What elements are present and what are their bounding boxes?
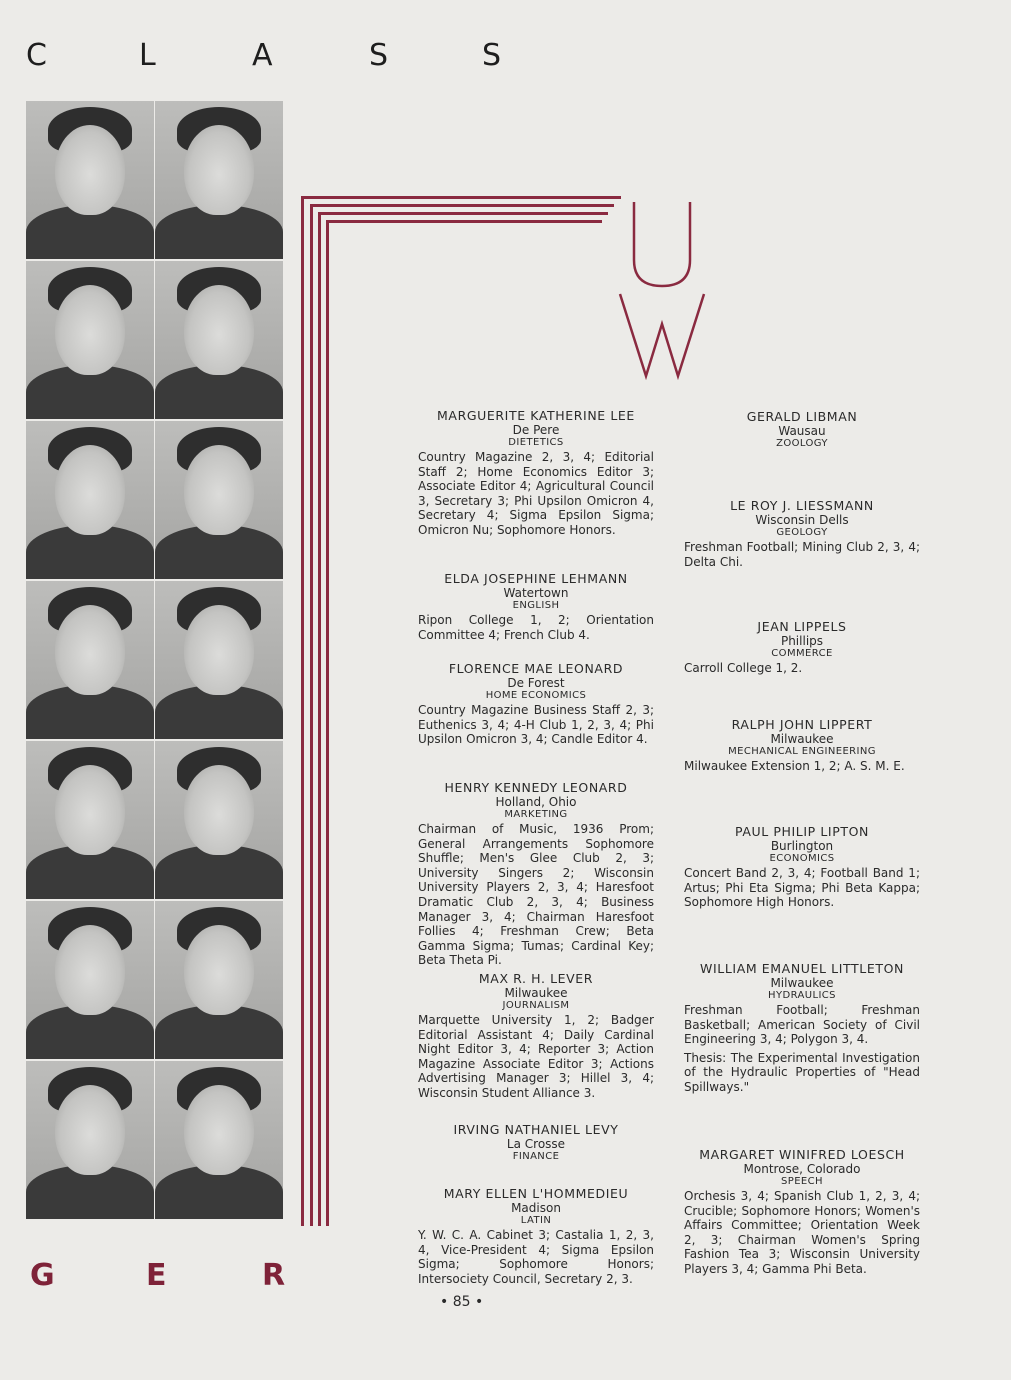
student-name: GERALD LIBMAN: [746, 409, 858, 424]
student-thesis: Thesis: The Experimental Investigation of the Hydraulic Properties of "Head Spillways.": [684, 1050, 920, 1094]
portrait-photo: [155, 421, 283, 579]
header-letter: C: [26, 38, 47, 73]
frame-line: [310, 204, 614, 207]
student-name: RALPH JOHN LIPPERT: [731, 717, 873, 732]
student-entry: [684, 409, 920, 450]
frame-line: [301, 196, 621, 199]
portrait-photo: [26, 421, 154, 579]
student-entry: [684, 498, 920, 569]
portrait-photo: [155, 261, 283, 419]
student-major: HOME ECONOMICS: [485, 690, 587, 701]
student-major: DIETETICS: [508, 437, 564, 448]
student-major: ECONOMICS: [769, 853, 835, 864]
student-entry: [684, 824, 920, 910]
student-entry: [418, 571, 654, 642]
student-name: MARGARET WINIFRED LOESCH: [699, 1147, 905, 1162]
portrait-photo: [155, 1061, 283, 1219]
student-entry: [418, 780, 654, 968]
student-hometown: De Forest: [507, 676, 565, 690]
header-letter: S: [482, 38, 502, 73]
header-letter: S: [369, 38, 389, 73]
student-hometown: Holland, Ohio: [495, 795, 577, 809]
student-entry: [684, 619, 920, 676]
student-activities: Freshman Football; Mining Club 2, 3, 4; Delta Chi.: [684, 540, 920, 569]
student-major: ZOOLOGY: [776, 438, 828, 449]
student-entry: [418, 971, 654, 1101]
frame-line: [326, 220, 602, 223]
footer-letter: E: [146, 1258, 167, 1293]
student-hometown: Wisconsin Dells: [755, 513, 849, 527]
student-name: LE ROY J. LIESSMANN: [730, 498, 874, 513]
student-activities: Concert Band 2, 3, 4; Football Band 1; Artus; Phi Eta Sigma; Phi Beta Kappa; Sophomore High Honors.: [684, 866, 920, 910]
student-hometown: Montrose, Colorado: [743, 1162, 861, 1176]
portrait-photo: [155, 101, 283, 259]
student-major: COMMERCE: [771, 648, 833, 659]
student-major: LATIN: [520, 1215, 552, 1226]
portrait-photo: [26, 261, 154, 419]
student-name: MAX R. H. LEVER: [478, 971, 594, 986]
student-hometown: De Pere: [512, 423, 560, 437]
portrait-photo: [26, 1061, 154, 1219]
portrait-photo: [26, 741, 154, 899]
page-number: • 85 •: [440, 1294, 484, 1310]
student-major: GEOLOGY: [776, 527, 828, 538]
student-name: JEAN LIPPELS: [757, 619, 847, 634]
student-name: HENRY KENNEDY LEONARD: [444, 780, 628, 795]
student-major: SPEECH: [781, 1176, 823, 1187]
portrait-photo: [155, 741, 283, 899]
student-entry: [684, 1147, 920, 1277]
student-entry: [418, 408, 654, 538]
student-entry: [418, 1186, 654, 1286]
student-hometown: Phillips: [780, 634, 824, 648]
frame-line: [326, 220, 329, 1226]
frame-line: [310, 204, 313, 1226]
student-entry: [684, 961, 920, 1095]
portrait-photo: [26, 581, 154, 739]
student-name: WILLIAM EMANUEL LITTLETON: [700, 961, 904, 976]
student-major: JOURNALISM: [502, 1000, 570, 1011]
footer-letter: G: [30, 1258, 55, 1293]
student-major: ENGLISH: [512, 600, 560, 611]
portrait-photo: [155, 581, 283, 739]
student-hometown: Wausau: [778, 424, 826, 438]
uw-monogram: [612, 198, 712, 380]
portrait-photo: [26, 901, 154, 1059]
student-major: MARKETING: [504, 809, 568, 820]
frame-line: [318, 212, 321, 1226]
student-name: ELDA JOSEPHINE LEHMANN: [444, 571, 628, 586]
student-name: MARY ELLEN L'HOMMEDIEU: [443, 1186, 629, 1201]
student-hometown: Madison: [511, 1201, 561, 1215]
student-entry: [418, 661, 654, 747]
student-hometown: Milwaukee: [770, 976, 834, 990]
student-hometown: La Crosse: [506, 1137, 566, 1151]
student-entry: [684, 717, 920, 774]
student-activities: Orchesis 3, 4; Spanish Club 1, 2, 3, 4; Crucible; Sophomore Honors; Women's Affairs Committee; Orientation Week 2, 3; Chairman Women's Spring Fashion Tea 3; Wisconsin University Players 3, 4; Gamma Phi Beta.: [684, 1189, 920, 1276]
student-name: PAUL PHILIP LIPTON: [735, 824, 869, 839]
student-name: FLORENCE MAE LEONARD: [448, 661, 624, 676]
student-hometown: Milwaukee: [504, 986, 568, 1000]
portrait-photo: [155, 901, 283, 1059]
student-activities: Carroll College 1, 2.: [684, 661, 803, 675]
student-major: HYDRAULICS: [768, 990, 836, 1001]
student-hometown: Milwaukee: [770, 732, 834, 746]
student-activities: Country Magazine 2, 3, 4; Editorial Staff 2; Home Economics Editor 3; Associate Editor 4; Agricultural Council 3, Secretary 3; Phi Upsilon Omicron 4, Secretary 4; Sigma Epsilon Sigma; Omicron Nu; Sophomore Honors.: [418, 450, 654, 537]
header-letter: A: [252, 38, 273, 73]
portrait-grid: [26, 101, 283, 1223]
student-entry: [418, 1122, 654, 1163]
student-activities: Chairman of Music, 1936 Prom; General Arrangements Sophomore Shuffle; Men's Glee Club 2, 3; University Singers 2; Wisconsin University Players 2, 3, 4; Haresfoot Dramatic Club 2, 3, 4; Business Manager 3, 4; Chairman Haresfoot Follies 4; Freshman Crew; Beta Gamma Sigma; Tumas; Cardinal Key; Beta Theta Pi.: [418, 822, 654, 968]
student-activities: Milwaukee Extension 1, 2; A. S. M. E.: [684, 759, 905, 773]
student-hometown: Burlington: [770, 839, 834, 853]
student-major: MECHANICAL ENGINEERING: [728, 746, 876, 757]
student-hometown: Watertown: [503, 586, 569, 600]
frame-line: [318, 212, 608, 215]
student-activities: Freshman Football; Freshman Basketball; American Society of Civil Engineering 3, 4; Polygon 3, 4.: [684, 1003, 920, 1047]
student-activities: Country Magazine Business Staff 2, 3; Euthenics 3, 4; 4-H Club 1, 2, 3, 4; Phi Upsilon Omicron 3, 4; Candle Editor 4.: [418, 703, 654, 747]
student-activities: Ripon College 1, 2; Orientation Committee 4; French Club 4.: [418, 613, 654, 642]
student-major: FINANCE: [512, 1151, 560, 1162]
frame-line: [301, 196, 304, 1226]
footer-letter: R: [262, 1258, 286, 1293]
student-name: MARGUERITE KATHERINE LEE: [437, 408, 635, 423]
portrait-photo: [26, 101, 154, 259]
student-activities: Y. W. C. A. Cabinet 3; Castalia 1, 2, 3, 4, Vice-President 4; Sigma Epsilon Sigma; Sophomore Honors; Intersociety Council, Secretary 2, 3.: [418, 1228, 654, 1286]
header-letter: L: [139, 38, 156, 73]
student-name: IRVING NATHANIEL LEVY: [453, 1122, 619, 1137]
student-activities: Marquette University 1, 2; Badger Editorial Assistant 4; Daily Cardinal Night Editor 3, 4; Reporter 3; Action Magazine Associate Editor 3; Actions Advertising Manager 3; Hillel 3, 4; Wisconsin Student Alliance 3.: [418, 1013, 654, 1100]
